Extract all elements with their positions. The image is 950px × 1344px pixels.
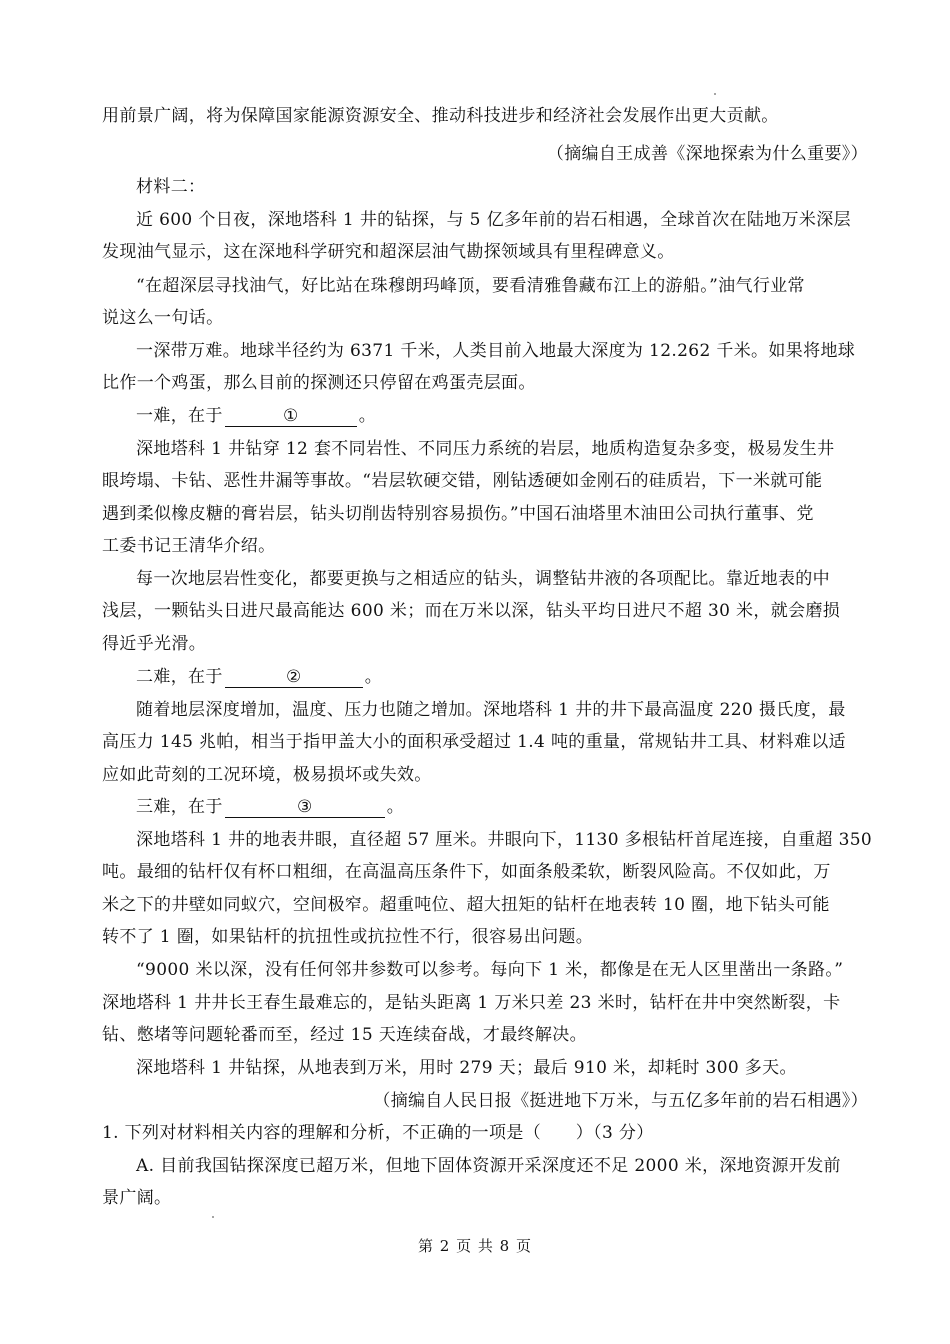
text-line: 得近乎光滑。 [102,634,207,654]
scan-speck [714,93,716,95]
blank-suffix: 。 [386,797,405,817]
citation: （摘编自人民日报《挺进地下万米，与五亿多年前的岩石相遇》） [373,1091,868,1111]
blank-prefix: 二难，在于 [136,667,223,687]
text-line: 米之下的井壁如同蚁穴，空间极窄。超重吨位、超大扭矩的钻杆在地表转 10 圈，地下钻头可能 [102,895,830,915]
text-line: 深地塔科 1 井钻探，从地表到万米，用时 279 天；最后 910 米，却耗时 300 多天。 [136,1058,797,1078]
answer-blank-2[interactable]: ② [225,667,363,688]
blank-prefix: 一难，在于 [136,406,223,426]
text-line: 用前景广阔，将为保障国家能源资源安全、推动科技进步和经济社会发展作出更大贡献。 [102,106,779,126]
text-line: 眼垮塌、卡钻、恶性井漏等事故。“岩层软硬交错，刚钻透硬如金刚石的硅质岩，下一米就可能 [102,471,823,491]
text-line: 比作一个鸡蛋，那么目前的探测还只停留在鸡蛋壳层面。 [102,373,536,393]
text-line: 说这么一句话。 [102,308,224,328]
answer-blank-3[interactable]: ③ [225,797,385,818]
fill-blank-line [136,796,868,818]
text-line: 深地塔科 1 井井长王春生最难忘的，是钻头距离 1 万米只差 23 米时，钻杆在井中突然断裂，卡 [102,993,841,1013]
blank-suffix: 。 [358,406,377,426]
page-footer: 第 2 页 共 8 页 [418,1237,532,1255]
text-line: 转不了 1 圈，如果钻杆的抗扭性或抗拉性不行，很容易出问题。 [102,927,594,947]
blank-suffix: 。 [364,667,383,687]
fill-blank-line [136,666,868,688]
text-line: 工委书记王清华介绍。 [102,536,276,556]
text-line: 钻、憋堵等问题轮番而至，经过 15 天连续奋战，才最终解决。 [102,1025,587,1045]
text-line: 随着地层深度增加，温度、压力也随之增加。深地塔科 1 井的井下最高温度 220 摄氏度，最 [136,700,846,720]
question-stem: 1. 下列对材料相关内容的理解和分析，不正确的一项是（ ）（3 分） [102,1123,654,1143]
text-line: 深地塔科 1 井的地表井眼，直径超 57 厘米。井眼向下，1130 多根钻杆首尾连接，自重超 350 [136,830,873,850]
text-line: 应如此苛刻的工况环境，极易损坏或失效。 [102,765,432,785]
scan-speck [212,1216,214,1218]
fill-blank-line [136,405,868,427]
option-a: A. 目前我国钻探深度已超万米，但地下固体资源开采深度还不足 2000 米，深地资源开发前 [136,1156,841,1176]
text-line: 深地塔科 1 井钻穿 12 套不同岩性、不同压力系统的岩层，地质构造复杂多变，极易发生井 [136,439,835,459]
text-line: 高压力 145 兆帕，相当于指甲盖大小的面积承受超过 1.4 吨的重量，常规钻井工具、材料难以适 [102,732,846,752]
text-line: 每一次地层岩性变化，都要更换与之相适应的钻头，调整钻井液的各项配比。靠近地表的中 [136,569,830,589]
text-line: 浅层，一颗钻头日进尺最高能达 600 米；而在万米以深，钻头平均日进尺不超 30 米，就会磨损 [102,601,841,621]
text-line: 遇到柔似橡皮糖的膏岩层，钻头切削齿特别容易损伤。”中国石油塔里木油田公司执行董事、党 [102,504,814,524]
text-line: “在超深层寻找油气，好比站在珠穆朗玛峰顶，要看清雅鲁藏布江上的游船。”油气行业常 [136,276,805,296]
section-heading: 材料二： [136,177,206,197]
answer-blank-1[interactable]: ① [225,406,357,427]
text-line: 发现油气显示，这在深地科学研究和超深层油气勘探领域具有里程碑意义。 [102,242,675,262]
option-a-continued: 景广阔。 [102,1188,172,1208]
text-line: 一深带万难。地球半径约为 6371 千米，人类目前入地最大深度为 12.262 千米。如果将地球 [136,341,856,361]
blank-prefix: 三难，在于 [136,797,223,817]
text-line: 吨。最细的钻杆仅有杯口粗细，在高温高压条件下，如面条般柔软，断裂风险高。不仅如此，万 [102,862,831,882]
text-line: 近 600 个日夜，深地塔科 1 井的钻探，与 5 亿多年前的岩石相遇，全球首次在陆地万米深层 [136,210,851,230]
citation: （摘编自王成善《深地探索为什么重要》） [546,144,868,164]
text-line: “9000 米以深，没有任何邻井参数可以参考。每向下 1 米，都像是在无人区里凿出一条路。” [136,960,844,980]
